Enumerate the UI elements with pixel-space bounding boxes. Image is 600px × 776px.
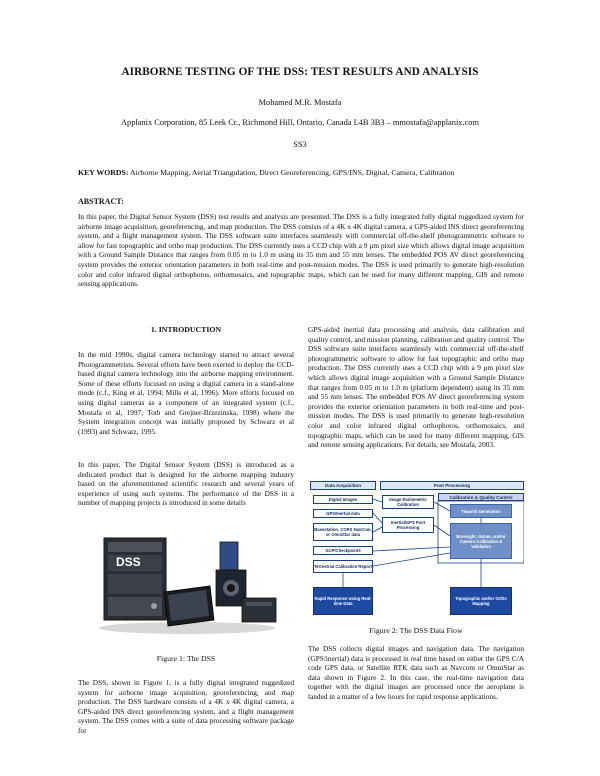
left-paragraph-2: In this paper, The Digital Sensor System (DSS) is introduced as a dedicated product that is designed for the airborne mapping industry based on the aforementioned scientific research and several years of experience of using such systems. The performance of the DSS in a number of mapping projects is introduced in some details: [78, 460, 294, 508]
author: Mohamed M.R. Mostafa: [258, 98, 342, 107]
right-paragraph-1: GPS-aided inertial data processing and analysis, data calibration and quality control, and mission planning, calibration and quality control. The DSS software suite interfaces seamlessly with commercial off-the-shelf photogrammetric software to allow for fast topographic and ortho map production. The DSS currently uses a CCD chip with a 9 μm pixel size which allows digital image acquisition with a Ground Sample Distance that ranges from 0.05 m to 1.0 m (platform dependent) using its 35 mm and 55 mm lenses. The embedded POS AV direct georeferencing system provides the exterior orientation parameters in both real-time and post-mission modes. The DSS is used primarily to generate high-resolution color and color infrared digital orthophotos, orthomosaics, and topographic maps, which can be used for many different mapping, GIS and remote sensing applications. For details, see Mostafa, 2003.: [308, 325, 524, 450]
affiliation: Applanix Corporation, 85 Leek Cr., Richmond Hill, Ontario, Canada L4B 3B3 – mmostafa@applanix.com: [120, 118, 479, 127]
right-paragraph-2: The DSS collects digital images and navigation data. The navigation (GPS/inertial) data is processed in real time based on either the GPS C/A code GPS data, or Satellite RTK data such as Navcom or OmniStar as data shown in Figure 2. In this case, the real-time navigation data together with the digital images are processed once the aeroplane is landed in a matter of a few hours for rapid response applications.: [308, 644, 524, 701]
dss-label: DSS: [116, 555, 141, 569]
left-paragraph-3: The DSS, shown in Figure 1, is a fully digital integrated ruggedized system for airborne image acquisition, georeferencing, and map production. The DSS hardware consists of a 4K x 4K digital camera, a GPS-aided INS direct georeferencing system, and a flight management system. The DSS comes with a suite of data processing software package for: [78, 678, 294, 735]
flow-post-processing-header: Post Processing: [380, 481, 524, 490]
keywords-text: Airborne Mapping, Aerial Triangulation, Direct Georeferencing, GPS/INS, Digital, Camera, Calibration: [130, 168, 455, 177]
left-paragraph-1: In the mid 1990s, digital camera technology started to attract several Photogrammetrists. Several efforts have been exerted to deploy the CCD-based digital camera technology into the airborne mapping environment. Some of these efforts focused on using a digital camera in a stand-alone mode (c.f., King et al, 1994; Mills et al, 1996). More efforts focused on using digital cameras as a component of an integrated system (c.f., Mostafa et al, 1997; Toth and Grejner-Brzezinska, 1998) where the System integration concept was initially proposed by Schwarz et al (1993) and Schwarz, 1995.: [78, 350, 294, 436]
flow-calibration-qc-header: Calibration & Quality Control: [438, 493, 524, 501]
camera-unit: [220, 542, 238, 570]
flow-rapid-response: Rapid Response Using Real-time Data: [313, 587, 373, 615]
abstract-heading: ABSTRACT:: [78, 197, 124, 206]
figure-2-caption: Figure 2: The DSS Data Flow: [369, 626, 463, 635]
flow-image-radiometric: Image Radiometric Calibration: [382, 495, 434, 509]
session: SS3: [293, 140, 307, 149]
flow-data-acquisition-header: Data Acquisition: [310, 481, 376, 490]
abstract-body: In this paper, the Digital Sensor System (DSS) test results and analysis are presented. The DSS is a fully integrated fully digital ruggedized system for airborne image acquisition, georeferencing, and map production. The DSS consists of a 4K x 4K digital camera, a GPS-aided INS direct georeferencing system, and a flight management system. The DSS software suite interfaces seamlessly with commercial off-the-shelf photogrammetric software to allow for fast topographic and ortho map production. The DSS currently uses a CCD chip with a 9 μm pixel size which allows digital image acquisition with a Ground Sample Distance that ranges from 0.05 m to 1.0 m using its 35 mm and 55 mm lenses. The embedded POS AV direct georeferencing system provides the exterior orientation parameters in both real-time and post-mission modes. The DSS is used primarily to generate high-resolution color and color infrared digital orthophotos, orthomosaics, and topographic maps, which can be used for many different mapping, GIS and remote sensing applications.: [78, 212, 524, 289]
flow-terrestrial-calibration: Terrestrial Calibration Report: [313, 560, 373, 573]
flow-basestation: Basestation, CORS NavCom, or OmniStar data: [313, 523, 373, 541]
keywords-label: KEY WORDS:: [78, 168, 129, 177]
data-flow-diagram: [310, 481, 524, 621]
section-heading-introduction: 1. INTRODUCTION: [150, 325, 222, 334]
flow-tiepoint: Tiepoint Generation: [450, 504, 512, 518]
flow-inertial-gps: Inertial/GPS Post Processing: [382, 517, 434, 533]
figure-1-caption: Figure 1: The DSS: [156, 654, 216, 663]
imu-unit: [242, 598, 276, 622]
flow-connectors: [310, 481, 524, 621]
flow-gps-inertial: GPS/Inertial data: [313, 509, 373, 518]
flow-topographic: Topographic and/or Ortho Mapping: [450, 587, 512, 615]
dss-hardware-figure: [92, 528, 282, 636]
keywords: [78, 168, 538, 177]
flow-gcp: GCP/Checkpoints: [313, 546, 373, 555]
flow-digital-images: Digital Images: [313, 495, 373, 504]
flow-boresight: Boresight, datum, and/or Camera Calibration & Validation: [450, 523, 512, 559]
paper-title: AIRBORNE TESTING OF THE DSS: TEST RESULTS AND ANALYSIS: [121, 66, 479, 78]
